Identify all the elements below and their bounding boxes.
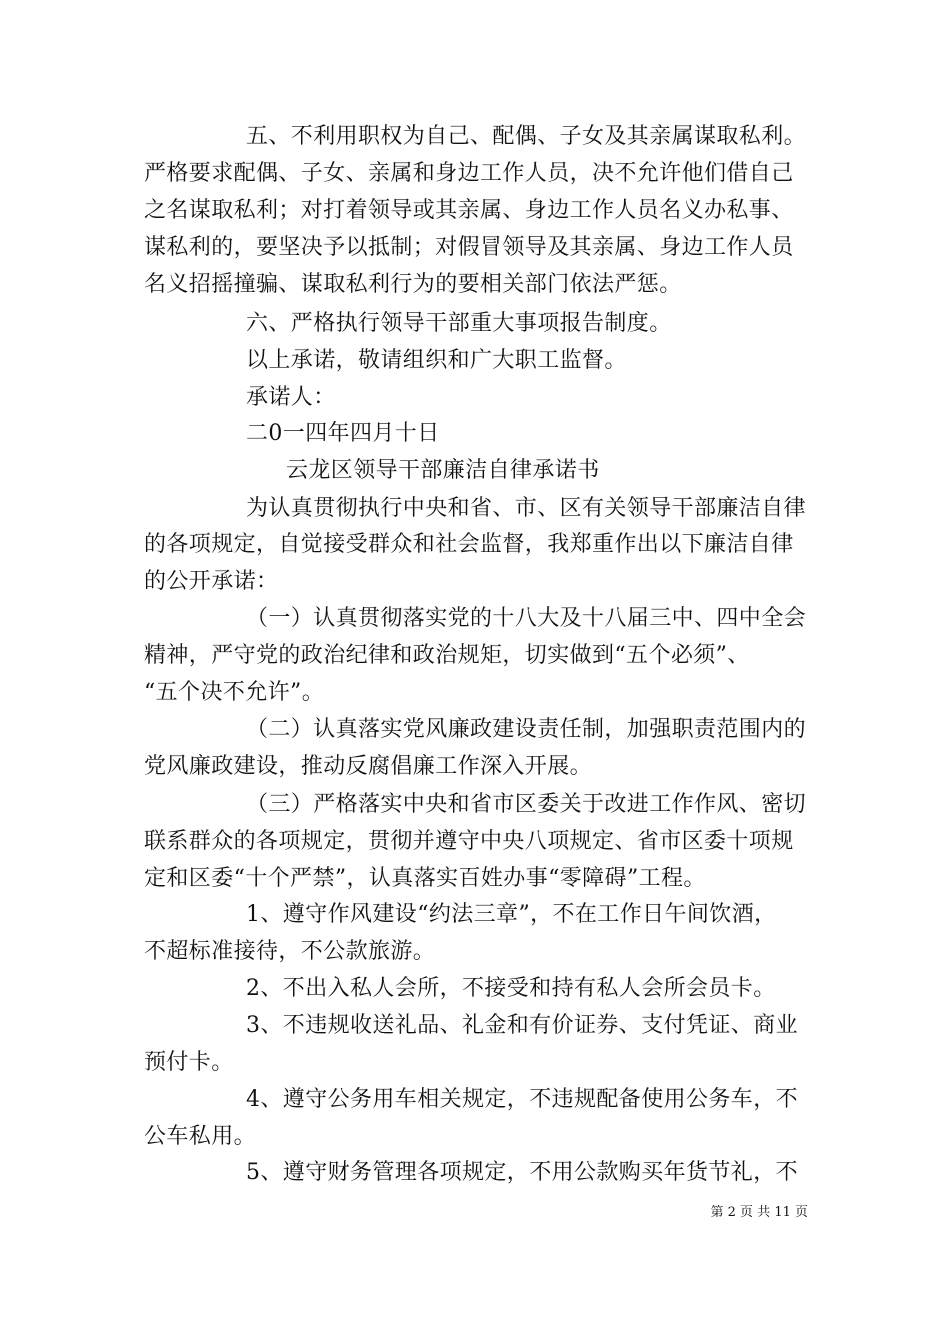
- paragraph-line: （二）认真落实党风廉政建设责任制，加强职责范围内的: [246, 717, 807, 742]
- paragraph-line: 党风廉政建设，推动反腐倡廉工作深入开展。: [144, 754, 593, 779]
- paragraph-line: 为认真贯彻执行中央和省、市、区有关领导干部廉洁自律: [246, 496, 807, 521]
- paragraph-line: 5、遵守财务管理各项规定，不用公款购买年货节礼，不: [246, 1160, 798, 1185]
- paragraph-line: 谋私利的，要坚决予以抵制；对假冒领导及其亲属、身边工作人员: [144, 235, 794, 260]
- paragraph-line: 2、不出入私人会所，不接受和持有私人会所会员卡。: [246, 976, 776, 1001]
- signature-label: 承诺人：: [246, 385, 336, 410]
- page-number: 第 2 页 共 11 页: [710, 1205, 808, 1220]
- paragraph-line: 3、不违规收送礼品、礼金和有价证券、支付凭证、商业: [246, 1013, 798, 1038]
- paragraph-line: 之名谋取私利；对打着领导或其亲属、身边工作人员名义办私事、: [144, 198, 794, 223]
- paragraph-line: 公车私用。: [144, 1124, 257, 1149]
- document-title: 云龙区领导干部廉洁自律承诺书: [286, 458, 600, 483]
- paragraph-line: 六、严格执行领导干部重大事项报告制度。: [246, 311, 672, 336]
- paragraph-line: 名义招摇撞骗、谋取私利行为的要相关部门依法严惩。: [144, 272, 682, 297]
- paragraph-line: 的各项规定，自觉接受群众和社会监督，我郑重作出以下廉洁自律: [144, 532, 794, 557]
- paragraph-line: （三）严格落实中央和省市区委关于改进工作作风、密切: [246, 792, 807, 817]
- paragraph-line: “五个决不允许”。: [144, 680, 325, 705]
- paragraph-line: （一）认真贯彻落实党的十八大及十八届三中、四中全会: [246, 606, 807, 631]
- paragraph-line: 严格要求配偶、子女、亲属和身边工作人员，决不允许他们借自己: [144, 161, 794, 186]
- paragraph-line: 精神，严守党的政治纪律和政治规矩，切实做到“五个必须”、: [144, 643, 750, 668]
- paragraph-line: 不超标准接待，不公款旅游。: [144, 939, 436, 964]
- paragraph-line: 联系群众的各项规定，贯彻并遵守中央八项规定、省市区委十项规: [144, 829, 794, 854]
- paragraph-line: 的公开承诺：: [144, 569, 279, 594]
- paragraph-line: 定和区委“十个严禁”，认真落实百姓办事“零障碍”工程。: [144, 866, 706, 891]
- paragraph-line: 五、不利用职权为自己、配偶、子女及其亲属谋取私利。: [246, 124, 807, 149]
- paragraph-line: 预付卡。: [144, 1050, 234, 1075]
- date-line: 二0一四年四月十日: [246, 421, 440, 446]
- paragraph-line: 4、遵守公务用车相关规定，不违规配备使用公务车，不: [246, 1087, 798, 1112]
- paragraph-line: 以上承诺，敬请组织和广大职工监督。: [246, 348, 627, 373]
- paragraph-line: 1、遵守作风建设“约法三章”，不在工作日午间饮酒，: [246, 902, 777, 927]
